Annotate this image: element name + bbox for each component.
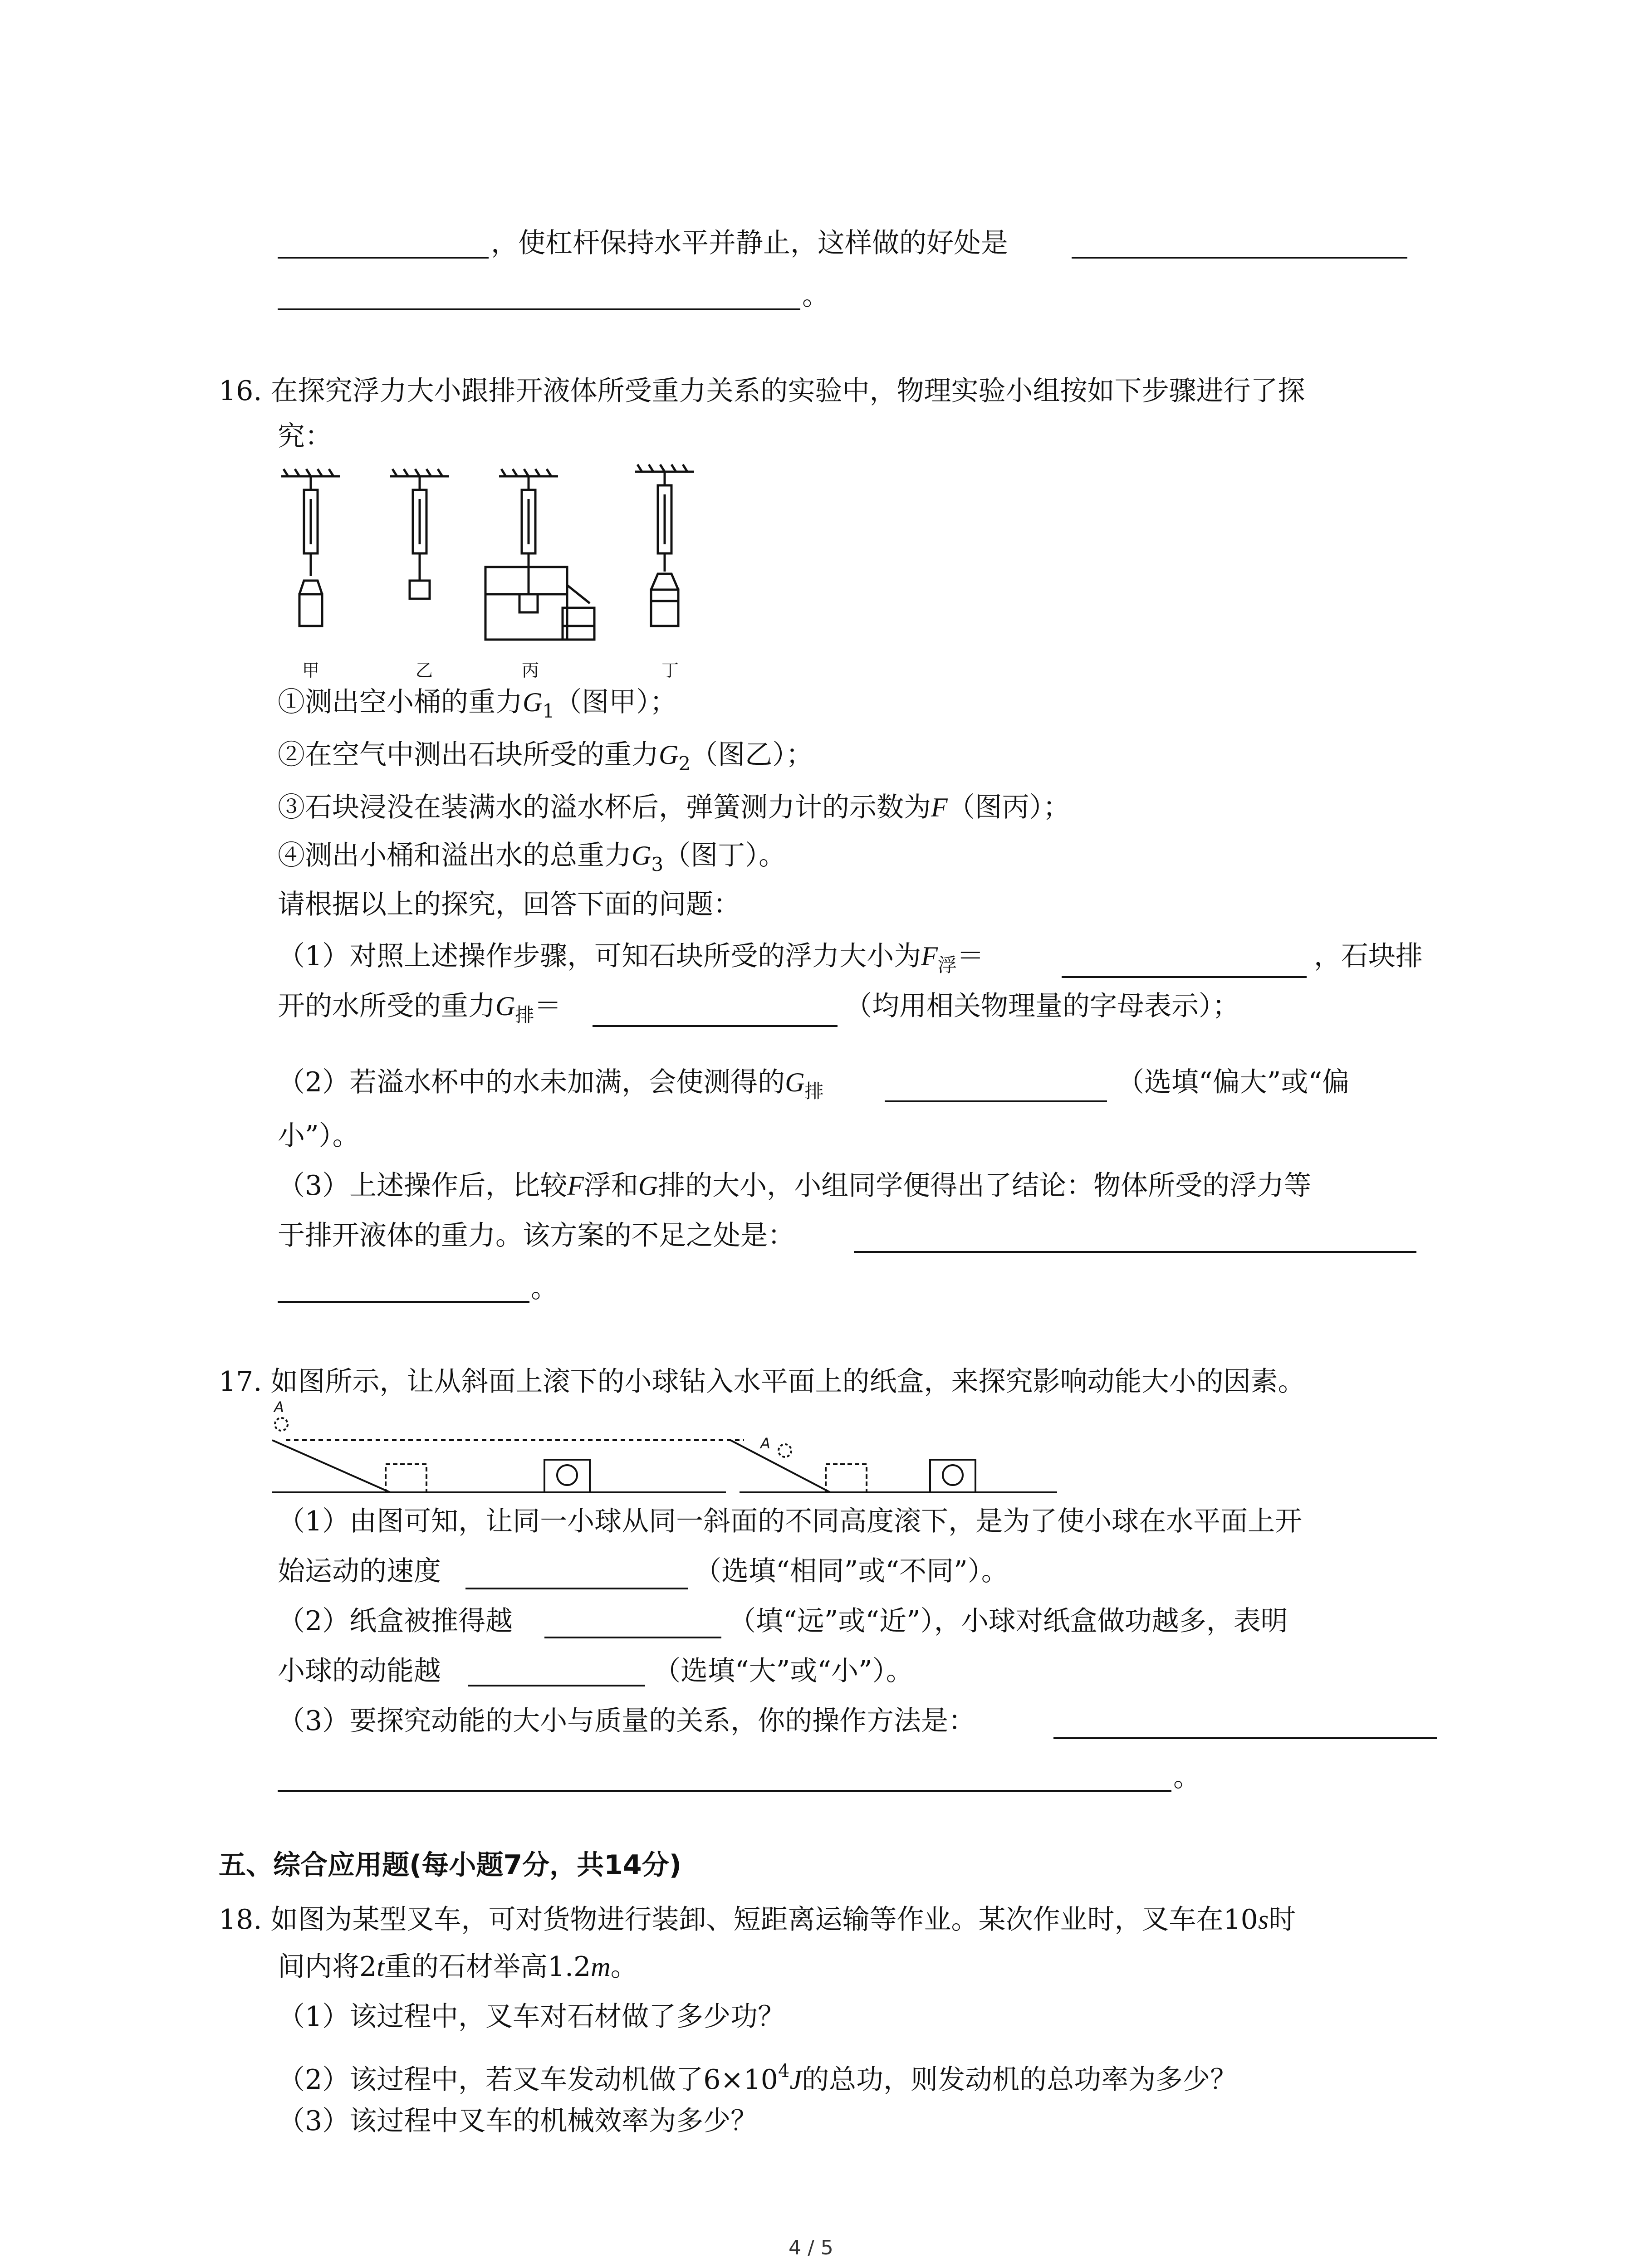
incline-ball-box-figure xyxy=(272,1397,1062,1497)
q16-part2-options: （选填“偏大”或“偏 xyxy=(1117,1066,1350,1098)
figure-label-bing: 丙 xyxy=(522,660,539,680)
answer-blank[interactable] xyxy=(278,308,800,310)
figure-label-yi: 乙 xyxy=(416,660,433,680)
answer-blank[interactable] xyxy=(278,1301,529,1303)
q16-step3: ③石块浸没在装满水的溢水杯后，弹簧测力计的示数为F（图丙）； xyxy=(278,792,1070,823)
q18-sub1: （1）该过程中，叉车对石材做了多少功？ xyxy=(278,2001,785,2033)
q17-part2-cont: （填“远”或“近”），小球对纸盒做功越多，表明 xyxy=(729,1605,1288,1637)
q16-part2-options-cont: 小”）。 xyxy=(278,1120,360,1152)
figure-label-a: A xyxy=(274,1398,284,1416)
q16-intro-cont: 究： xyxy=(278,420,332,452)
q16-part3: （3）上述操作后，比较F浮和G排的大小，小组同学便得出了结论：物体所受的浮力等 xyxy=(278,1170,1312,1202)
q16-part3-end: 。 xyxy=(531,1272,558,1304)
q17-part2: （2）纸盒被推得越 xyxy=(278,1605,513,1637)
answer-blank[interactable] xyxy=(854,1251,1416,1253)
section-heading: 五、综合应用题(每小题7分，共14分) xyxy=(219,1849,682,1881)
answer-blank[interactable] xyxy=(1062,976,1307,978)
q18-line1: 18. 如图为某型叉车，可对货物进行装卸、短距离运输等作业。某次作业时，叉车在10s时 xyxy=(219,1904,1296,1936)
q17-part1: （1）由图可知，让同一小球从同一斜面的不同高度滚下，是为了使小球在水平面上开 xyxy=(278,1505,1303,1537)
spring-scale-figure xyxy=(272,458,726,653)
answer-blank[interactable] xyxy=(593,1025,838,1027)
q15-text: ，使杠杆保持水平并静止，这样做的好处是 xyxy=(491,227,1008,259)
q16-step1: ①测出空小桶的重力$G_1$（图甲）； xyxy=(278,686,677,722)
q16-step4: ④测出小桶和溢出水的总重力$G_3$（图丁）。 xyxy=(278,840,786,875)
figure-label-jia: 甲 xyxy=(302,660,320,680)
q17-part3-end: 。 xyxy=(1173,1761,1200,1793)
page-number: 4 / 5 xyxy=(789,2236,833,2259)
q16-part2: （2）若溢水杯中的水未加满，会使测得的$G_排$ xyxy=(278,1066,824,1102)
figure-label-a: A xyxy=(760,1435,770,1452)
answer-blank[interactable] xyxy=(544,1637,721,1638)
answer-blank[interactable] xyxy=(1053,1737,1437,1739)
q17-part1-options: （选填“相同”或“不同”）。 xyxy=(694,1555,1009,1587)
q16-prompt: 请根据以上的探究，回答下面的问题： xyxy=(278,889,740,920)
q17-part3: （3）要探究动能的大小与质量的关系，你的操作方法是： xyxy=(278,1705,976,1737)
q16-part1-note: （均用相关物理量的字母表示）； xyxy=(845,990,1239,1022)
answer-blank[interactable] xyxy=(278,257,489,259)
q17-part2-line2: 小球的动能越 xyxy=(278,1655,441,1687)
q17-intro: 17. 如图所示，让从斜面上滚下的小球钻入水平面上的纸盒，来探究影响动能大小的因素。 xyxy=(219,1366,1305,1398)
q16-step2: ②在空气中测出石块所受的重力$G_2$（图乙）； xyxy=(278,739,813,775)
q18-sub2: （2）该过程中，若叉车发动机做了$6\times 10^4J$的总功，则发动机的总功率为多少？ xyxy=(278,2061,1238,2096)
answer-blank[interactable] xyxy=(885,1100,1107,1102)
q18-sub3: （3）该过程中叉车的机械效率为多少？ xyxy=(278,2105,758,2137)
answer-blank[interactable] xyxy=(468,1685,645,1686)
figure-label-ding: 丁 xyxy=(661,660,679,680)
q16-part3-line2: 于排开液体的重力。该方案的不足之处是： xyxy=(278,1220,795,1251)
q15-end: 。 xyxy=(802,280,829,312)
answer-blank[interactable] xyxy=(465,1588,688,1589)
answer-blank[interactable] xyxy=(1072,257,1407,259)
q16-part1-cont: ，石块排 xyxy=(1314,940,1423,972)
q16-part1-line2: 开的水所受的重力$G_排=$ xyxy=(278,990,562,1026)
answer-blank[interactable] xyxy=(278,1790,1171,1792)
q17-part2-options: （选填“大”或“小”）。 xyxy=(653,1655,913,1687)
q17-part1-line2: 始运动的速度 xyxy=(278,1555,441,1587)
q16-part1: （1）对照上述操作步骤，可知石块所受的浮力大小为$F_浮=$ xyxy=(278,940,984,976)
q18-line2: 间内将2t重的石材举高1.2m。 xyxy=(278,1951,638,1983)
q16-intro: 16. 在探究浮力大小跟排开液体所受重力关系的实验中，物理实验小组按如下步骤进行了探 xyxy=(219,375,1305,407)
